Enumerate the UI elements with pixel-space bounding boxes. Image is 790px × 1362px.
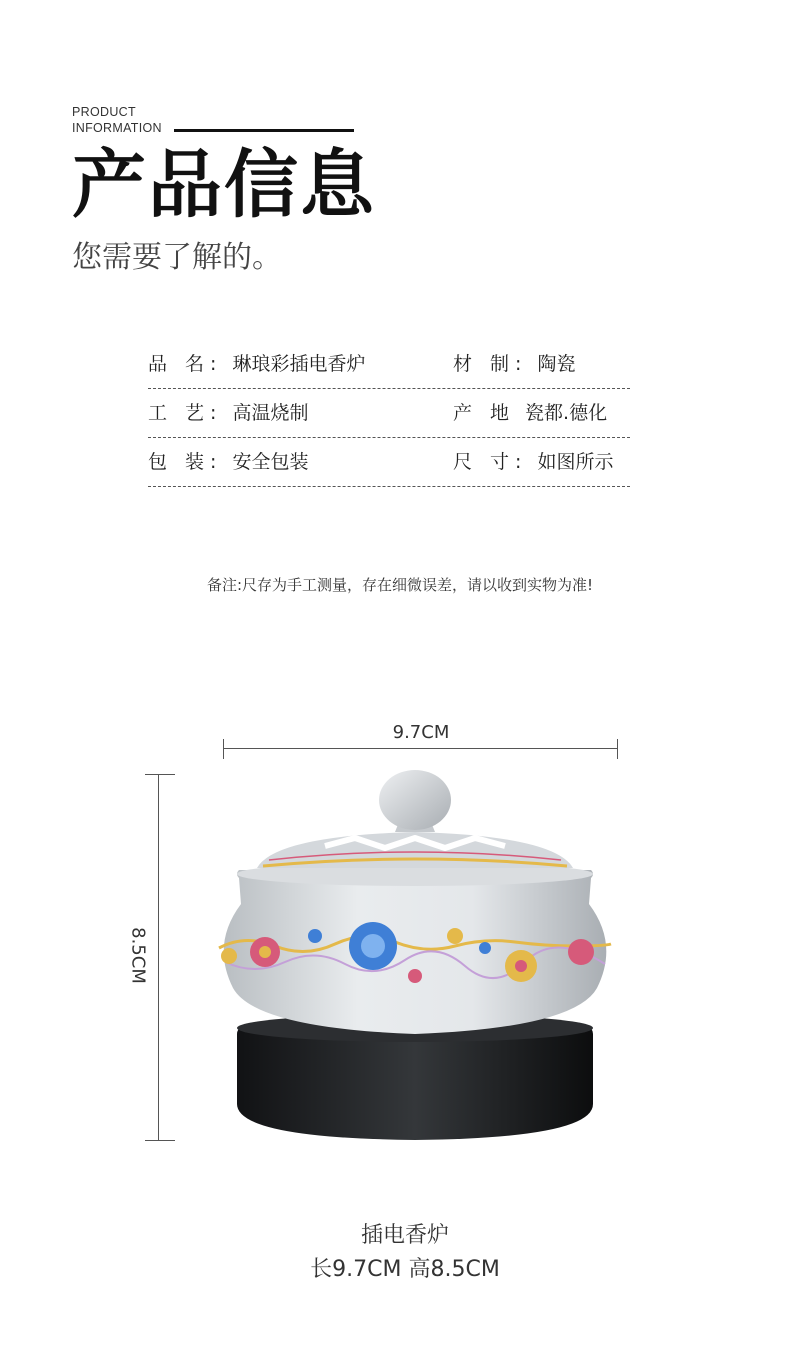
spec-cell bbox=[453, 399, 607, 427]
spec-row bbox=[148, 340, 630, 389]
measurement-note: 备注:尺存为手工测量，存在细微误差，请以收到实物为准! bbox=[206, 576, 594, 594]
width-dimension-line bbox=[224, 748, 618, 749]
pierced-lid bbox=[257, 832, 573, 868]
product-caption-size: 长9.7CM 高8.5CM bbox=[310, 1257, 500, 1282]
spec-key: 产 地 bbox=[453, 402, 516, 424]
product-caption-name: 插电香炉 bbox=[360, 1223, 449, 1248]
lid-knob bbox=[379, 770, 451, 832]
width-tick-right bbox=[617, 739, 618, 759]
spec-row bbox=[148, 389, 630, 438]
spec-table bbox=[148, 340, 630, 487]
width-label: 9.7CM bbox=[392, 722, 450, 743]
eyebrow-divider bbox=[174, 129, 354, 132]
eyebrow bbox=[72, 104, 162, 136]
spec-value: 瓷都.德化 bbox=[525, 402, 608, 424]
spec-key: 品 名: bbox=[148, 353, 223, 375]
page-subtitle: 您需要了解的。 bbox=[72, 240, 282, 275]
spec-cell bbox=[453, 350, 575, 378]
spec-key: 材 制: bbox=[453, 353, 528, 375]
spec-value: 如图所示 bbox=[537, 451, 614, 473]
eyebrow-line-1: PRODUCT bbox=[72, 105, 136, 119]
spec-cell bbox=[148, 399, 308, 427]
height-dimension-line bbox=[158, 774, 159, 1141]
height-label: 8.5CM bbox=[127, 927, 149, 984]
spec-value: 陶瓷 bbox=[537, 353, 576, 375]
spec-key: 包 装: bbox=[148, 451, 223, 473]
spec-key: 尺 寸: bbox=[453, 451, 528, 473]
spec-value: 高温烧制 bbox=[232, 402, 309, 424]
spec-cell bbox=[148, 448, 308, 476]
spec-cell bbox=[148, 350, 365, 378]
spec-value: 安全包装 bbox=[232, 451, 309, 473]
height-tick-bottom bbox=[145, 1140, 175, 1141]
width-tick-left bbox=[223, 739, 224, 759]
height-tick-top bbox=[145, 774, 175, 775]
spec-key: 工 艺: bbox=[148, 402, 223, 424]
eyebrow-line-2: INFORMATION bbox=[72, 121, 162, 135]
spec-row bbox=[148, 438, 630, 487]
spec-value: 琳琅彩插电香炉 bbox=[232, 353, 366, 375]
spec-cell bbox=[453, 448, 613, 476]
incense-burner-image bbox=[205, 766, 625, 1146]
page-title: 产品信息 bbox=[72, 142, 376, 228]
